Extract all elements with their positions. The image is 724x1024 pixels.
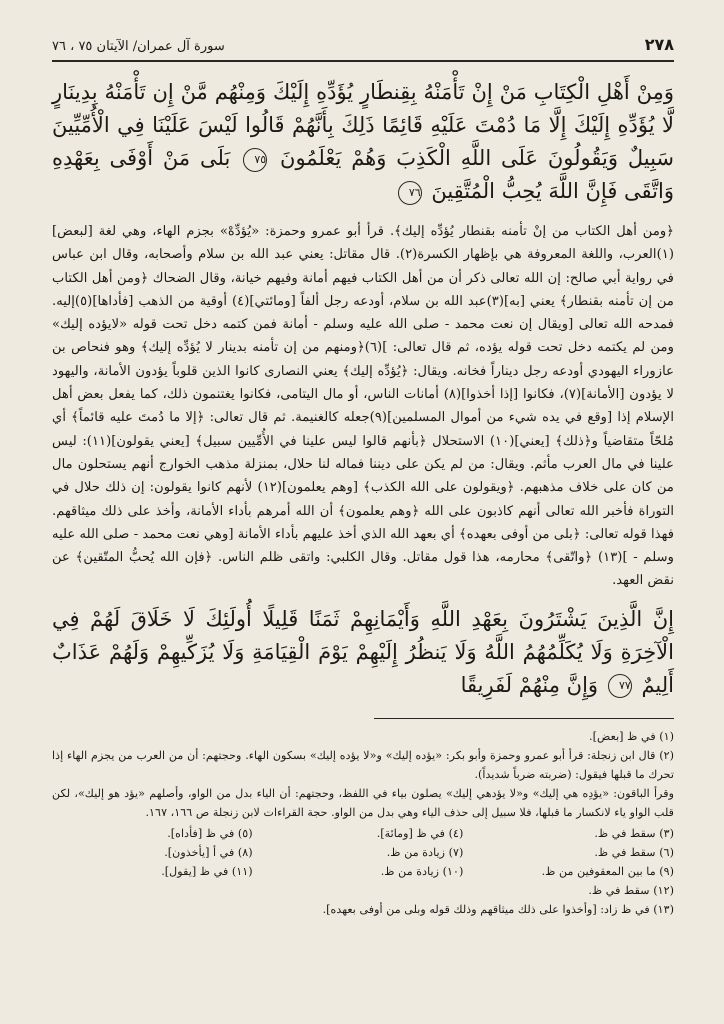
header-rule <box>52 60 674 62</box>
footnote-3: (٣) سقط في ظ. <box>594 826 674 840</box>
verse-marker-76: ٧٦ <box>398 181 422 205</box>
footnotes <box>52 727 674 822</box>
quran-verses-77 <box>52 603 674 702</box>
surah-title: سورة آل عمران/ الآيتان ٧٥ ، ٧٦ <box>52 39 225 54</box>
verse-78-start: وَإِنَّ مِنْهُمْ لَفَرِيقًا <box>460 672 599 697</box>
quran-verses-75-76 <box>52 76 674 208</box>
footnote-7: (٧) زيادة من ظ. <box>386 845 464 859</box>
verse-marker-77: ٧٧ <box>608 674 632 698</box>
verse-77-text: إِنَّ الَّذِينَ يَشْتَرُونَ بِعَهْدِ اللَّهِ وَأَيْمَانِهِمْ ثَمَنًا قَلِيلًا أُولَئِكَ لَا خَلَاقَ لَهُمْ فِي الْآخِرَةِ وَلَا يُكَلِّمُهُمُ اللَّهُ وَلَا يَنظُرُ إِلَيْهِمْ يَوْمَ الْقِيَامَةِ وَلَا يُزَكِّيهِمْ وَلَهُمْ عَذَابٌ أَلِيمٌ <box>52 606 674 697</box>
footnote-9: (٩) ما بين المعقوفين من ظ. <box>541 864 674 878</box>
footnote-6: (٦) سقط في ظ. <box>594 845 674 859</box>
footnote-4: (٤) في ظ [ومائة]. <box>376 826 464 840</box>
footnote-grid <box>52 824 674 900</box>
footnote-2-continued: وقرأ الباقون: «يؤدِه هي إليك» و«لا يؤدهي إليك» يصلون بياء في اللفظ، وحجتهم: أن الياء بدل من الواو، وأصلهم «يؤد هو إليك»، لكن قلب الواو ياء لانكسار ما قبلها، فلا سبيل إلى حذف الياء وهي بدل من الواو. حجة القراءات لابن زنجلة ص ١٦٦، ١٦٧. <box>52 786 674 819</box>
footnote-11: (١١) في ظ [يقول]. <box>161 864 253 878</box>
footnote-5: (٥) في ظ [فأداه]. <box>167 826 253 840</box>
page-number: ٢٧٨ <box>644 35 674 54</box>
commentary <box>52 220 674 593</box>
footnote-1: (١) في ظ [بعض]. <box>589 729 674 743</box>
footnote-2: (٢) قال ابن زنجلة: قرأ أبو عمرو وحمزة وأبو بكر: «يؤده إليك» و«لا يؤده إليك» بسكون الهاء. وحجتهم: أن من العرب من يجزم الهاء إذا تحرك ما قبلها فيقول: (ضربته ضرباً شديداً). <box>52 748 674 781</box>
footnote-8: (٨) في أ [يأخذون]. <box>164 845 253 859</box>
verse-marker-75: ٧٥ <box>243 148 267 172</box>
footnote-12: (١٢) سقط في ظ. <box>588 883 674 897</box>
footnote-rule <box>374 718 674 719</box>
footnote-13: (١٣) في ظ زاد: [وأخذوا على ذلك ميثاقهم وذلك قوله وبلى من أوفى بعهده]. <box>322 902 674 916</box>
book-page <box>52 30 674 990</box>
footnote-10: (١٠) زيادة من ظ. <box>380 864 464 878</box>
commentary-paragraph: ﴿ومن أهل الكتاب من إنْ تأمنه بقنطار يُؤدِّه إليك﴾. قرأ أبو عمرو وحمزة: «يُؤدِّهْ» بجزم الهاء، وهي لغة [لبعض](١)العرب، واللغة المعروفة هي بإظهار الكسرة(٢). قال مقاتل: يعني عبد الله بن سلام وأصحابه، وقال ابن عباس في رواية أبي صالح: إن الله تعالى ذكر أن من أهل الكتاب فيهم أمانة وفيهم خيانة، وقال الضحاك ﴿ومن أهل الكتاب من إن تأمنه بقنطار﴾ يعني [به](٣)عبد الله بن سلام، أودعه رجل ألفاً [ومائتي](٤) أوقية من الذهب [فأداها](٥)إليه. فمدحه الله تعالى [ويقال إن نعت محمد - صلى الله عليه وسلم - أمانة فمن كتمه دخل تحت قوله «لايؤده إليك» ومن لم يكتمه دخل تحت قوله يؤده، ثم قال تعالى: ](٦)﴿ومنهم من إن تأمنه بدينار لا يُؤدِّه إليك﴾ وهو فنحاص بن عازوراء اليهودي أودعه رجل ديناراً فخانه. ويقال: ﴿يُؤدِّه إليك﴾ يعني النصارى كانوا الذين قلوباً يؤدون الأمانة، واليهود لا يؤدون [الأمانة](٧)، فكانوا [إذا أخذوا](٨) أمانات الناس، أو مال اليتامى، فكانوا يغتنمون ذلك، كما يفعل بعض أهل الإسلام إذا [وقع في يده شيء من أموال المسلمين](٩)جعله كالغنيمة. ثم قال تعالى: ﴿إلا ما دُمتَ عليه قائماً﴾ أي مُلحّاً متقاضياً و﴿ذلك﴾ [يعني](١٠) الاستحلال ﴿بأنهم قالوا ليس علينا في الأُمِّيين سبيل﴾ [يعني يقولون](١١): ليس علينا في مال العرب مأثم. ويقال: من لم يكن على ديننا فماله لنا حلال، بمنزلة مذهب الخوارج أنهم يستحلون مال من كان على خلاف مذهبهم. ﴿ويقولون على الله الكذب﴾ [وهم يعلمون](١٢) لأنهم كانوا يقولون: إن ذلك حلال في التوراة فأخبر الله تعالى أنهم كاذبون على الله ﴿وهم يعلمون﴾ أن الله أمرهم بأداء الأمانة، وأخذ على ذلك ميثاقهم. فهذا قوله تعالى: ﴿بلى من أوفى بعهده﴾ أي بعهد الله الذي أخذ عليهم بأداء الأمانة [وهي نعت محمد - صلى الله عليه وسلم - ](١٣) ﴿واتّقى﴾ محارمه، هذا قول مقاتل. وقال الكلبي: واتقى ظلم الناس. ﴿فإن الله يُحبُّ المتّقين﴾ عن نقض العهد. <box>52 224 675 589</box>
footnote-13-wrap <box>52 900 674 919</box>
verse-75-text: وَمِنْ أَهْلِ الْكِتَابِ مَنْ إِنْ تَأْمَنْهُ بِقِنطَارٍ يُؤَدِّهِ إِلَيْكَ وَمِنْهُم مَّنْ إِن تَأْمَنْهُ بِدِينَارٍ لَّا يُؤَدِّهِ إِلَيْكَ إِلَّا مَا دُمْتَ عَلَيْهِ قَائِمًا ذَلِكَ بِأَنَّهُمْ قَالُوا لَيْسَ عَلَيْنَا فِي الْأُمِّيِّينَ سَبِيلٌ وَيَقُولُونَ عَلَى اللَّهِ الْكَذِبَ وَهُمْ يَعْلَمُونَ <box>52 80 674 170</box>
verse-76-text: بَلَى مَنْ أَوْفَى بِعَهْدِهِ وَاتَّقَى فَإِنَّ اللَّهَ يُحِبُّ الْمُتَّقِينَ <box>52 146 674 203</box>
page-header <box>52 30 674 54</box>
